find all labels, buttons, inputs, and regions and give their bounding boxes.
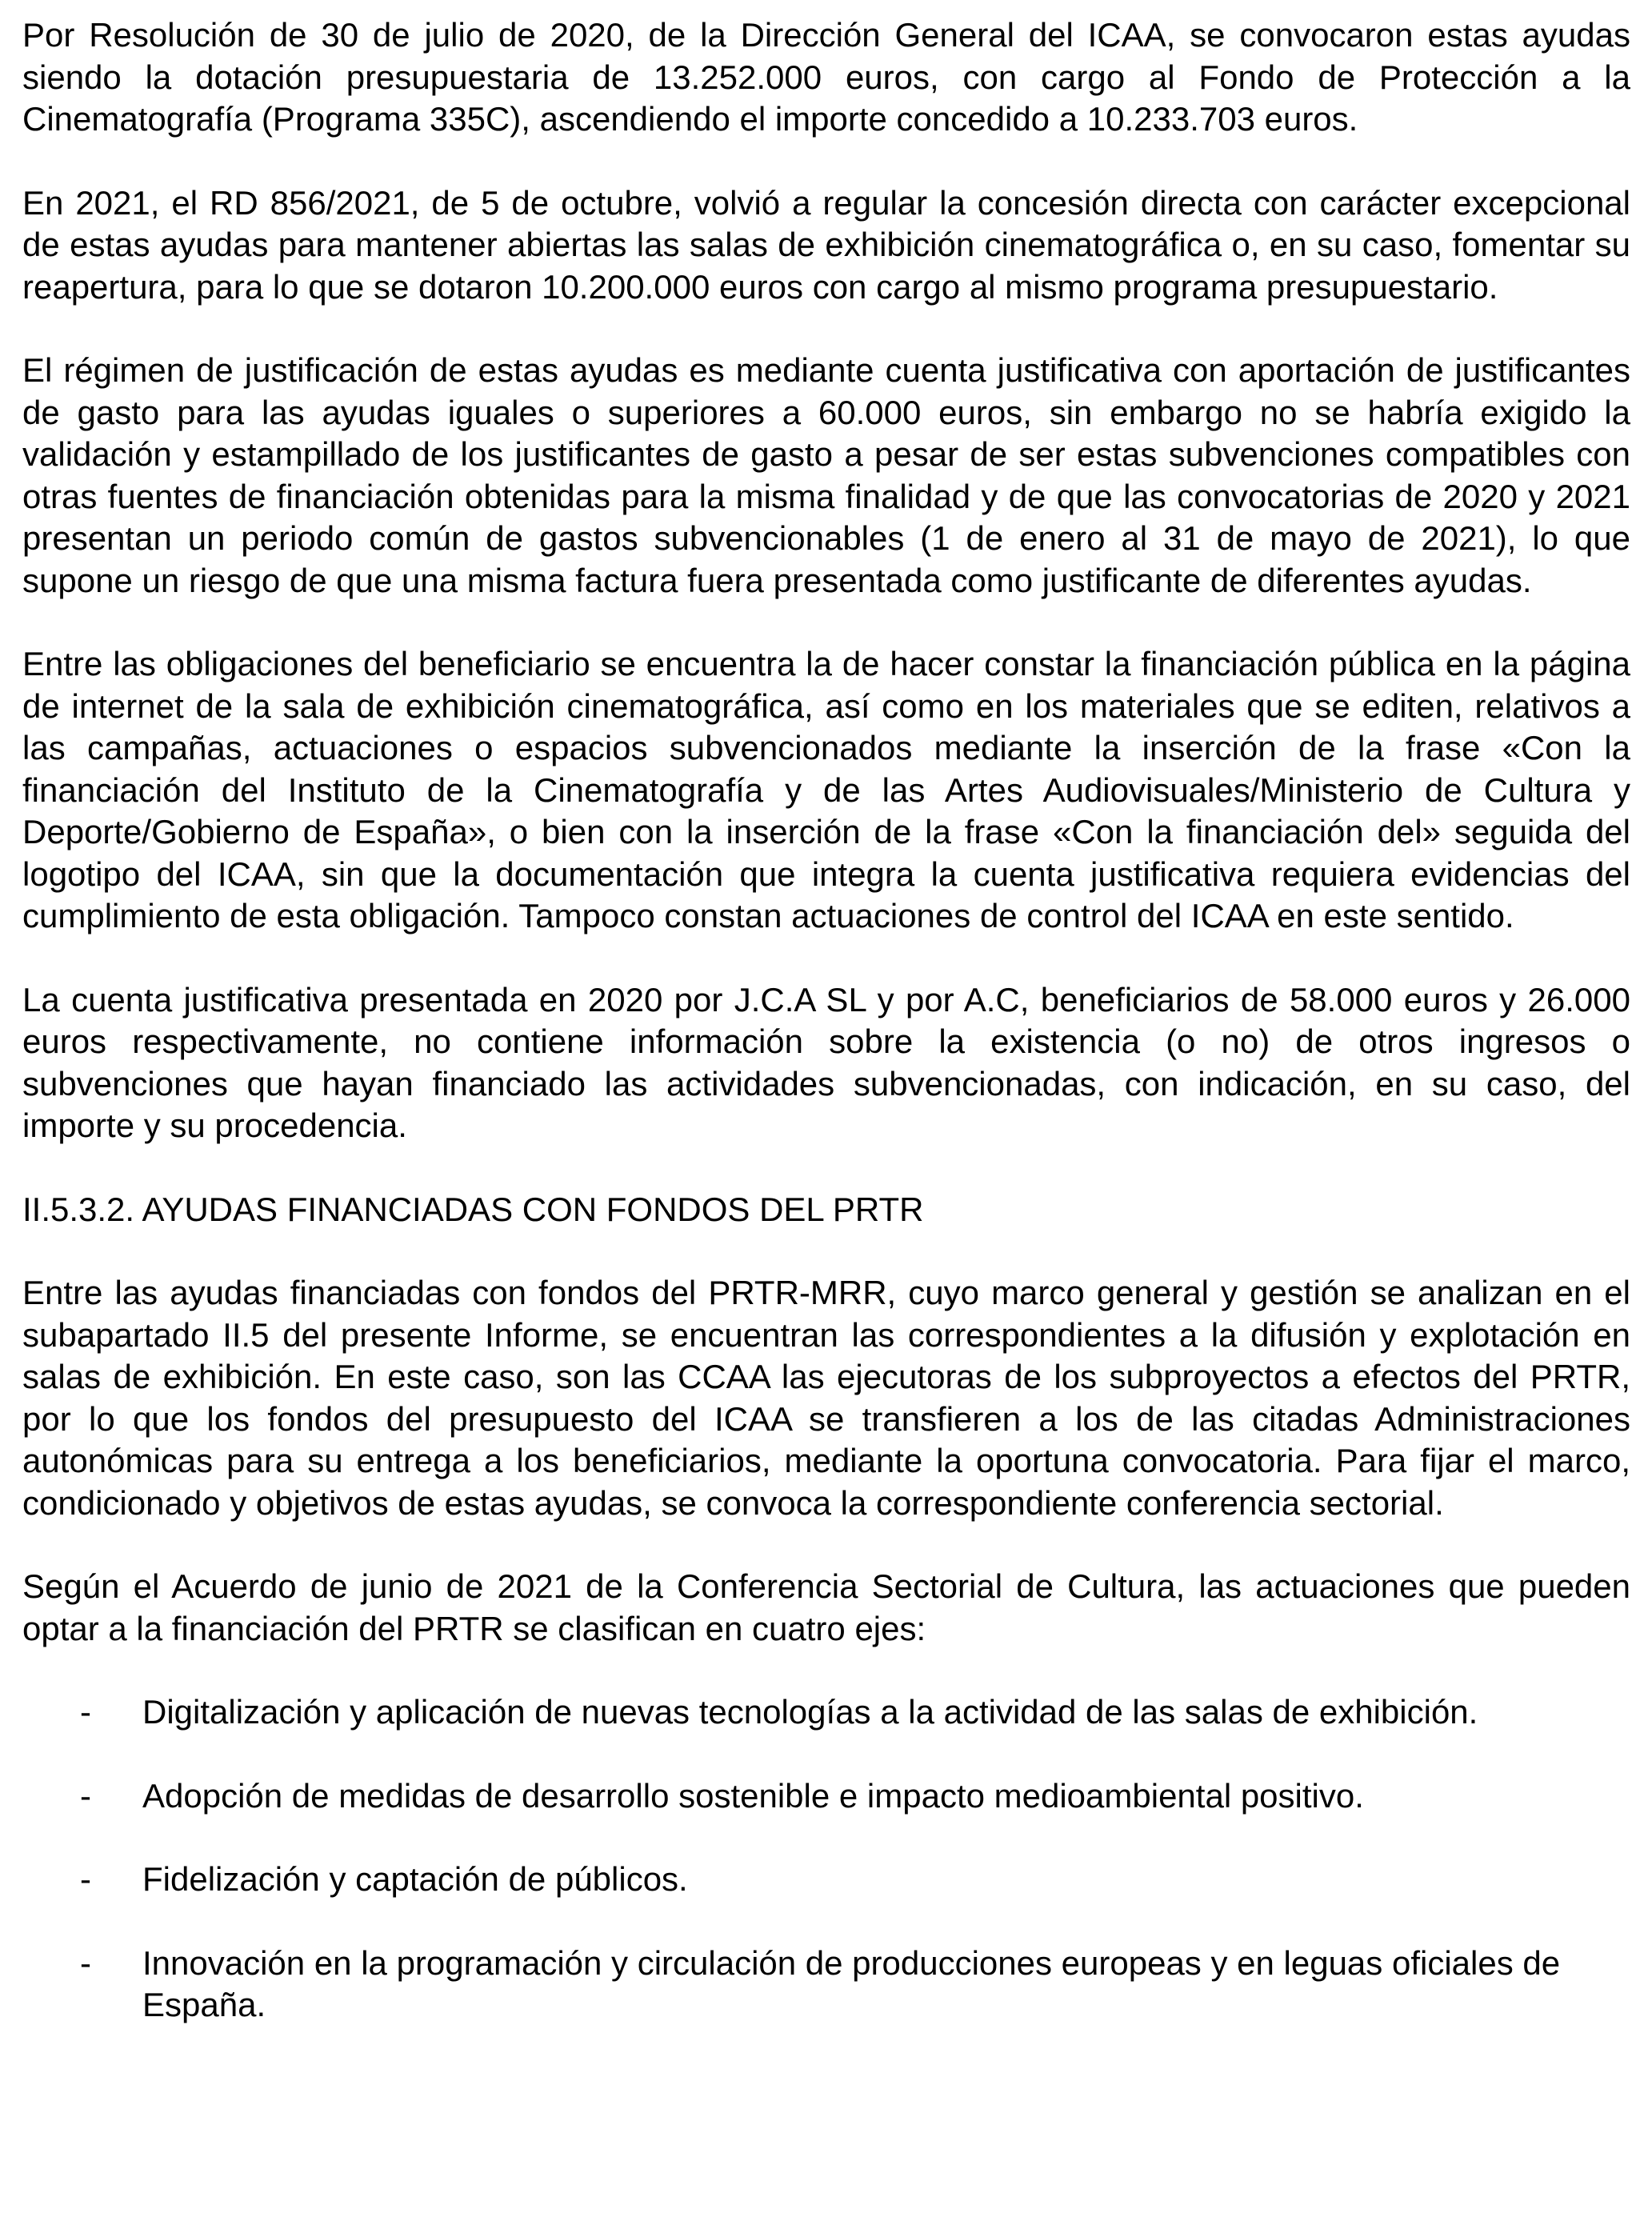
paragraph-rd-2021: En 2021, el RD 856/2021, de 5 de octubre, volvió a regular la concesión directa con carácter excepcional de estas ayudas para mantener abiertas las salas de exhibición cinematográfica o, en su caso, fomentar su reapertura, para lo que se dotaron 10.200.000 euros con cargo al mismo programa presupuestario. <box>22 183 1630 306</box>
list-item-text: Innovación en la programación y circulación de producciones europeas y en leguas oficiales de España. <box>142 1943 1561 2023</box>
section-heading: II.5.3.2. AYUDAS FINANCIADAS CON FONDOS DEL PRTR <box>22 1190 924 1228</box>
ejes-list <box>22 1691 1630 2027</box>
list-item <box>22 1775 1630 1818</box>
list-item <box>22 1691 1630 1734</box>
paragraph-obligaciones-beneficiario: Entre las obligaciones del beneficiario se encuentra la de hacer constar la financiación pública en la página de internet de la sala de exhibición cinematográfica, así como en los materiales que se editen, relativos a las campañas, actuaciones o espacios subvencionados mediante la inserción de la frase «Con la financiación del Instituto de la Cinematografía y de las Artes Audiovisuales/Ministerio de Cultura y Deporte/Gobierno de España», o bien con la inserción de la frase «Con la financiación del» seguida del logotipo del ICAA, sin que la documentación que integra la cuenta justificativa requiera evidencias del cumplimiento de esta obligación. Tampoco constan actuaciones de control del ICAA en este sentido. <box>22 645 1630 934</box>
paragraph-acuerdo-conferencia: Según el Acuerdo de junio de 2021 de la Conferencia Sectorial de Cultura, las actuaciones que pueden optar a la financiación del PRTR se clasifican en cuatro ejes: <box>22 1567 1630 1647</box>
bullet-dash: - <box>80 1776 91 1815</box>
list-item-text: Fidelización y captación de públicos. <box>142 1860 688 1898</box>
bullet-dash: - <box>80 1693 91 1731</box>
paragraph-regimen-justificacion: El régimen de justificación de estas ayudas es mediante cuenta justificativa con aportación de justificantes de gasto para las ayudas iguales o superiores a 60.000 euros, sin embargo no se habría exigido la validación y estampillado de los justificantes de gasto a pesar de ser estas subvenciones compatibles con otras fuentes de financiación obtenidas para la misma finalidad y de que las convocatorias de 2020 y 2021 presentan un periodo común de gastos subvencionables (1 de enero al 31 de mayo de 2021), lo que supone un riesgo de que una misma factura fuera presentada como justificante de diferentes ayudas. <box>22 351 1630 599</box>
document-page <box>22 14 1630 2068</box>
paragraph-resolucion-2020: Por Resolución de 30 de julio de 2020, de la Dirección General del ICAA, se convocaron estas ayudas siendo la dotación presupuestaria de 13.252.000 euros, con cargo al Fondo de Protección a la Cinematografía (Programa 335C), ascendiendo el importe concedido a 10.233.703 euros. <box>22 16 1630 138</box>
bullet-dash: - <box>80 1943 91 1982</box>
list-item <box>22 1859 1630 1901</box>
paragraph-prtr-mrr: Entre las ayudas financiadas con fondos del PRTR-MRR, cuyo marco general y gestión se analizan en el subapartado II.5 del presente Informe, se encuentran las correspondientes a la difusión y explotación en salas de exhibición. En este caso, son las CCAA las ejecutoras de los subproyectos a efectos del PRTR, por lo que los fondos del presupuesto del ICAA se transfieren a los de las citadas Administraciones autonómicas para su entrega a los beneficiarios, mediante la oportuna convocatoria. Para fijar el marco, condicionado y objetivos de estas ayudas, se convoca la correspondiente conferencia sectorial. <box>22 1274 1630 1522</box>
list-item <box>22 1943 1630 2027</box>
list-item-text: Adopción de medidas de desarrollo sostenible e impacto medioambiental positivo. <box>142 1776 1364 1815</box>
paragraph-cuenta-justificativa: La cuenta justificativa presentada en 2020 por J.C.A SL y por A.C, beneficiarios de 58.000 euros y 26.000 euros respectivamente, no contiene información sobre la existencia (o no) de otros ingresos o subvenciones que hayan financiado las actividades subvencionadas, con indicación, en su caso, del importe y su procedencia. <box>22 980 1630 1144</box>
bullet-dash: - <box>80 1860 91 1898</box>
list-item-text: Digitalización y aplicación de nuevas tecnologías a la actividad de las salas de exhibición. <box>142 1693 1478 1731</box>
